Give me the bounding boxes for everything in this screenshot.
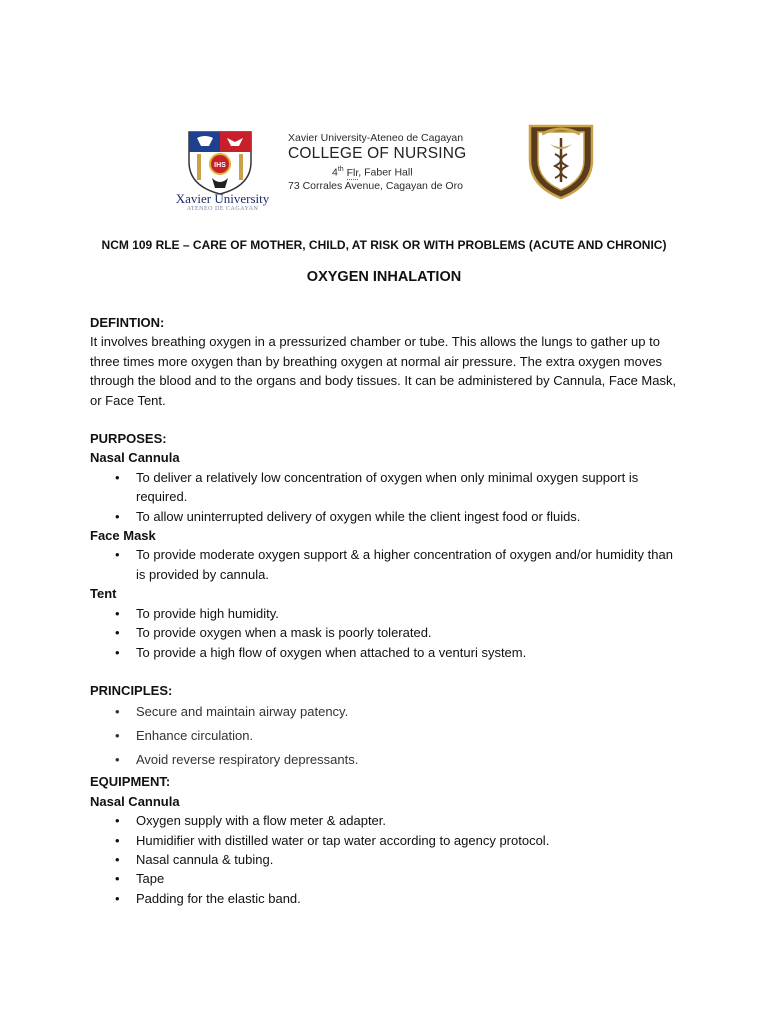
list-item: • Nasal cannula & tubing. [90,850,682,869]
equipment-list [90,811,682,908]
list-item: • To provide high humidity. [90,604,682,623]
list-item: • To allow uninterrupted delivery of oxygen while the client ingest food or fluids. [90,507,682,526]
purpose-group-label: Nasal Cannula [90,450,180,466]
floor-line: 4th Flr, Faber Hall [332,166,413,179]
university-name: Xavier University [175,191,270,206]
address-line: 73 Corrales Avenue, Cagayan de Oro [288,179,463,192]
letterhead-text [288,132,508,193]
principles-heading: PRINCIPLES: [90,682,173,698]
purposes-heading: PURPOSES: [90,431,167,447]
course-title: NCM 109 RLE – CARE OF MOTHER, CHILD, AT RISK OR WITH PROBLEMS (ACUTE AND CHRONIC) [101,238,667,252]
list-item: • To provide moderate oxygen support & a higher concentration of oxygen and/or humidity than is provided by cannula. [90,545,682,584]
institution-line: Xavier University-Ateneo de Cagayan [288,132,464,144]
list-item: • Tape [90,869,682,888]
list-item: • Secure and maintain airway patency. [90,700,682,724]
purpose-list [90,545,682,584]
document-title: OXYGEN INHALATION [306,269,462,285]
svg-text:IHS: IHS [214,162,226,169]
purpose-list [90,468,682,526]
document-body [90,313,682,908]
equipment-heading: EQUIPMENT: [90,774,171,790]
list-item: • Humidifier with distilled water or tap water according to agency protocol. [90,831,682,850]
equipment-group-label: Nasal Cannula [90,793,180,809]
college-of-nursing-seal-logo [522,120,600,200]
list-item: • Padding for the elastic band. [90,889,682,908]
purpose-list [90,604,682,662]
list-item: • To provide a high flow of oxygen when attached to a venturi system. [90,643,682,662]
list-item: • Avoid reverse respiratory depressants. [90,748,682,772]
definition-text: It involves breathing oxygen in a pressurized chamber or tube. This allows the lungs to gather up to three times more oxygen than by breathing oxygen at normal air pressure. The extra oxygen moves through the blood and to the organs and body tissues. It can be administered by Cannula, Face Mask, or Face Tent. [90,334,677,408]
letterhead [160,118,610,213]
list-item: • Oxygen supply with a flow meter & adapter. [90,811,682,830]
purpose-group-label: Tent [90,586,117,602]
definition-heading: DEFINTION: [90,315,165,330]
xavier-university-shield-logo [185,128,255,196]
list-item: • To provide oxygen when a mask is poorly tolerated. [90,623,682,642]
college-name: COLLEGE OF NURSING [288,145,467,162]
principles-list [90,700,682,772]
list-item: • To deliver a relatively low concentration of oxygen when only minimal oxygen support is required. [90,468,682,507]
purpose-group-label: Face Mask [90,528,156,544]
university-motto: ATENEO DE CAGAYAN [186,206,259,212]
list-item: • Enhance circulation. [90,724,682,748]
